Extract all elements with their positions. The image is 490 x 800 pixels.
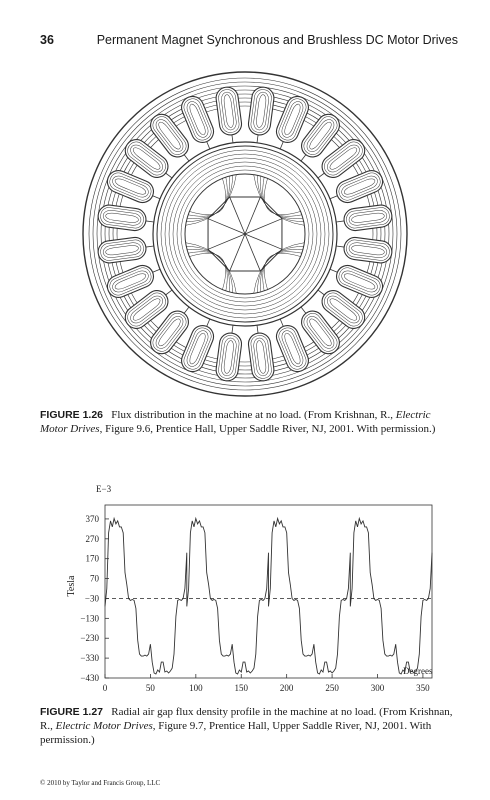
flux-density-series-line: [105, 519, 432, 675]
y-tick-label: 70: [90, 573, 99, 584]
y-tick-label: −30: [84, 593, 99, 604]
x-tick-label: 350: [416, 683, 430, 693]
caption-text-end: , Figure 9.6, Prentice Hall, Upper Saddle River, NJ, 2001. With permission.): [99, 423, 436, 435]
x-tick-label: 200: [279, 683, 294, 693]
stator-slot: [97, 235, 155, 264]
y-tick-label: −430: [80, 673, 99, 683]
caption-book-title: Electric Motor Drives: [40, 409, 431, 435]
stator-slot: [335, 235, 393, 264]
y-tick-label: 370: [85, 513, 99, 524]
x-tick-label: 300: [370, 683, 385, 693]
y-tick-label: 170: [85, 553, 99, 564]
y-tick-label: 270: [85, 533, 99, 544]
y-tick-label: −330: [80, 653, 99, 664]
y-tick-label: −130: [80, 613, 99, 624]
caption-text: Radial air gap flux density profile in the machine at no load. (From Krishnan, R.,: [40, 706, 453, 732]
flux-density-chart: [0, 470, 490, 700]
stator-slot: [246, 86, 275, 144]
pole-flux-arc: [260, 249, 302, 291]
x-tick-label: 50: [145, 683, 155, 693]
caption-text: Flux distribution in the machine at no load. (From Krishnan, R.,: [111, 409, 396, 421]
pole-flux-arc: [187, 249, 229, 291]
x-axis-label: Degrees: [403, 666, 433, 676]
y-axis-label: Tesla: [66, 575, 77, 597]
pole-flux-arc: [254, 243, 305, 294]
stator-slot: [215, 324, 244, 382]
x-tick-label: 100: [189, 683, 203, 693]
pole-flux-arc: [254, 175, 305, 226]
stator-slot: [335, 204, 393, 233]
pole-flux-arc: [186, 243, 237, 294]
running-title: Permanent Magnet Synchronous and Brushless DC Motor Drives: [96, 33, 458, 47]
page-number: 36: [40, 33, 54, 47]
copyright-footer: © 2010 by Taylor and Francis Group, LLC: [40, 779, 161, 787]
pole-flux-arc: [187, 176, 229, 218]
pole-flux-arc: [260, 176, 302, 218]
x-tick-label: 0: [102, 683, 108, 693]
x-tick-label: 250: [325, 683, 339, 693]
figure-label: FIGURE 1.26: [40, 409, 104, 421]
pole-flux-arc: [186, 175, 237, 226]
caption-text-end: , Figure 9.7, Prentice Hall, Upper Saddle River, NJ, 2001. With permission.): [40, 720, 432, 746]
figure-label: FIGURE 1.27: [40, 706, 104, 718]
stator-slot: [246, 324, 275, 382]
caption-book-title: Electric Motor Drives: [55, 720, 153, 732]
figure-1-26-caption: [40, 408, 460, 436]
y-tick-label: −230: [80, 633, 99, 644]
y-multiplier-label: E−3: [96, 484, 112, 494]
x-tick-label: 150: [234, 683, 248, 693]
stator-slot: [215, 86, 244, 144]
stator-slot: [97, 204, 155, 233]
figure-1-27-caption: [40, 705, 460, 747]
